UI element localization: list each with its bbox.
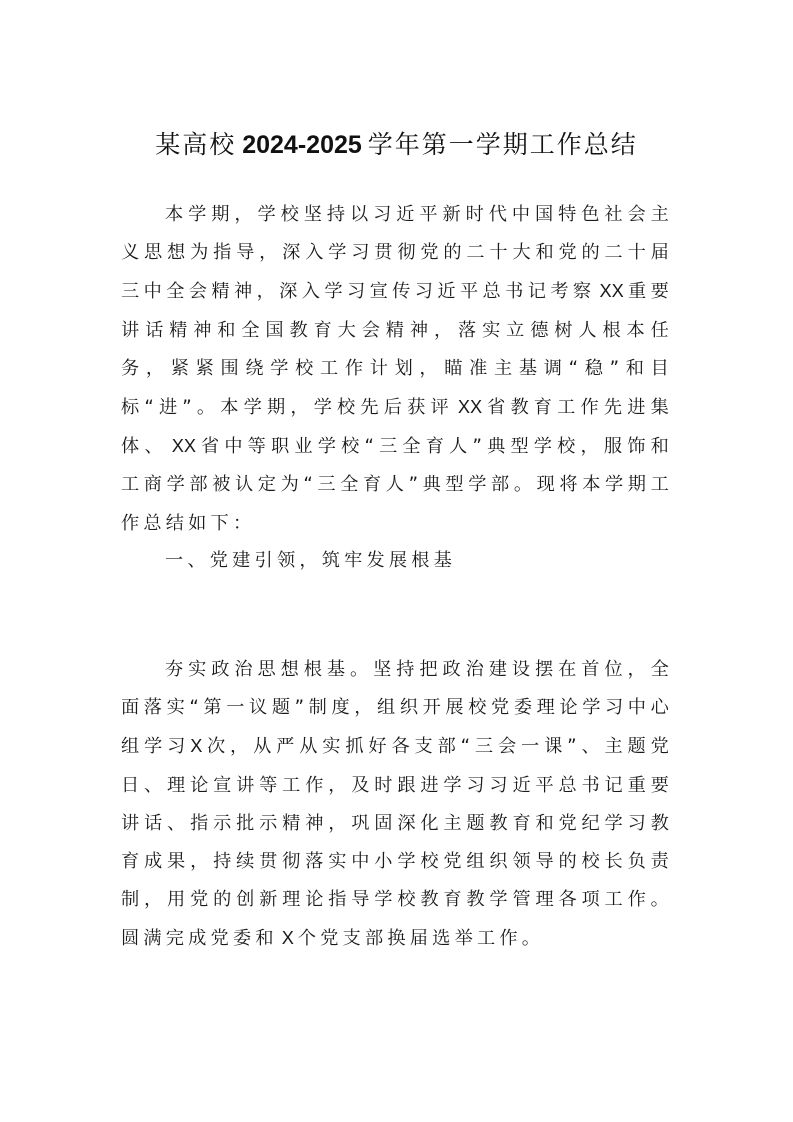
intro-text-4: 省中等职业学校“三全育人”典型学校，服饰和工商学部被认定为“三全育人”典型学部。现将本学期工作总结如下： xyxy=(121,436,673,534)
intro-text-3: 省教育工作先进集体、 xyxy=(121,397,673,458)
title-years: 2024-2025 xyxy=(242,131,362,159)
section-text-1: 夯实政治思想根基。坚持把政治建设摆在首位，全面落实“第一议题”制度，组织开展校党委理论学习中心组学习 xyxy=(121,659,673,758)
section-text-3: 个党支部换届选举工作。 xyxy=(297,928,545,950)
placeholder-xx: XX xyxy=(599,281,624,302)
section-text-2: 次，从严从实抓好各支部“三会一课”、主题党日、理论宣讲等工作，及时跟进学习习近平总书记重要讲话、指示批示精神，巩固深化主题教育和党纪学习教育成果，持续贯彻落实中小学校党组织领导的校长负责制，用党的创新理论指导学校教育教学管理各项工作。圆满完成党委和 xyxy=(121,736,674,950)
intro-text-1: 本学期，学校坚持以习近平新时代中国特色社会主义思想为指导，深入学习贯彻党的二十大和党的二十届三中全会精神，深入学习宣传习近平总书记考察 xyxy=(121,204,673,303)
intro-paragraph xyxy=(121,196,673,543)
placeholder-xx: XX xyxy=(457,397,483,418)
title-prefix: 某高校 xyxy=(155,130,237,159)
section-heading: 一、党建引领，筑牢发展根基 xyxy=(165,550,457,571)
placeholder-xx: XX xyxy=(171,436,196,457)
placeholder-x: X xyxy=(190,736,203,757)
placeholder-x: X xyxy=(281,928,294,949)
intro-text-2: 重要讲话精神和全国教育大会精神，落实立德树人根本任务，紧紧围绕学校工作计划，瞄准主基调“稳”和目标“进”。本学期，学校先后获评 xyxy=(121,281,674,419)
document-title xyxy=(0,127,793,163)
title-suffix: 学年第一学期工作总结 xyxy=(367,130,638,159)
section-paragraph xyxy=(121,651,673,959)
